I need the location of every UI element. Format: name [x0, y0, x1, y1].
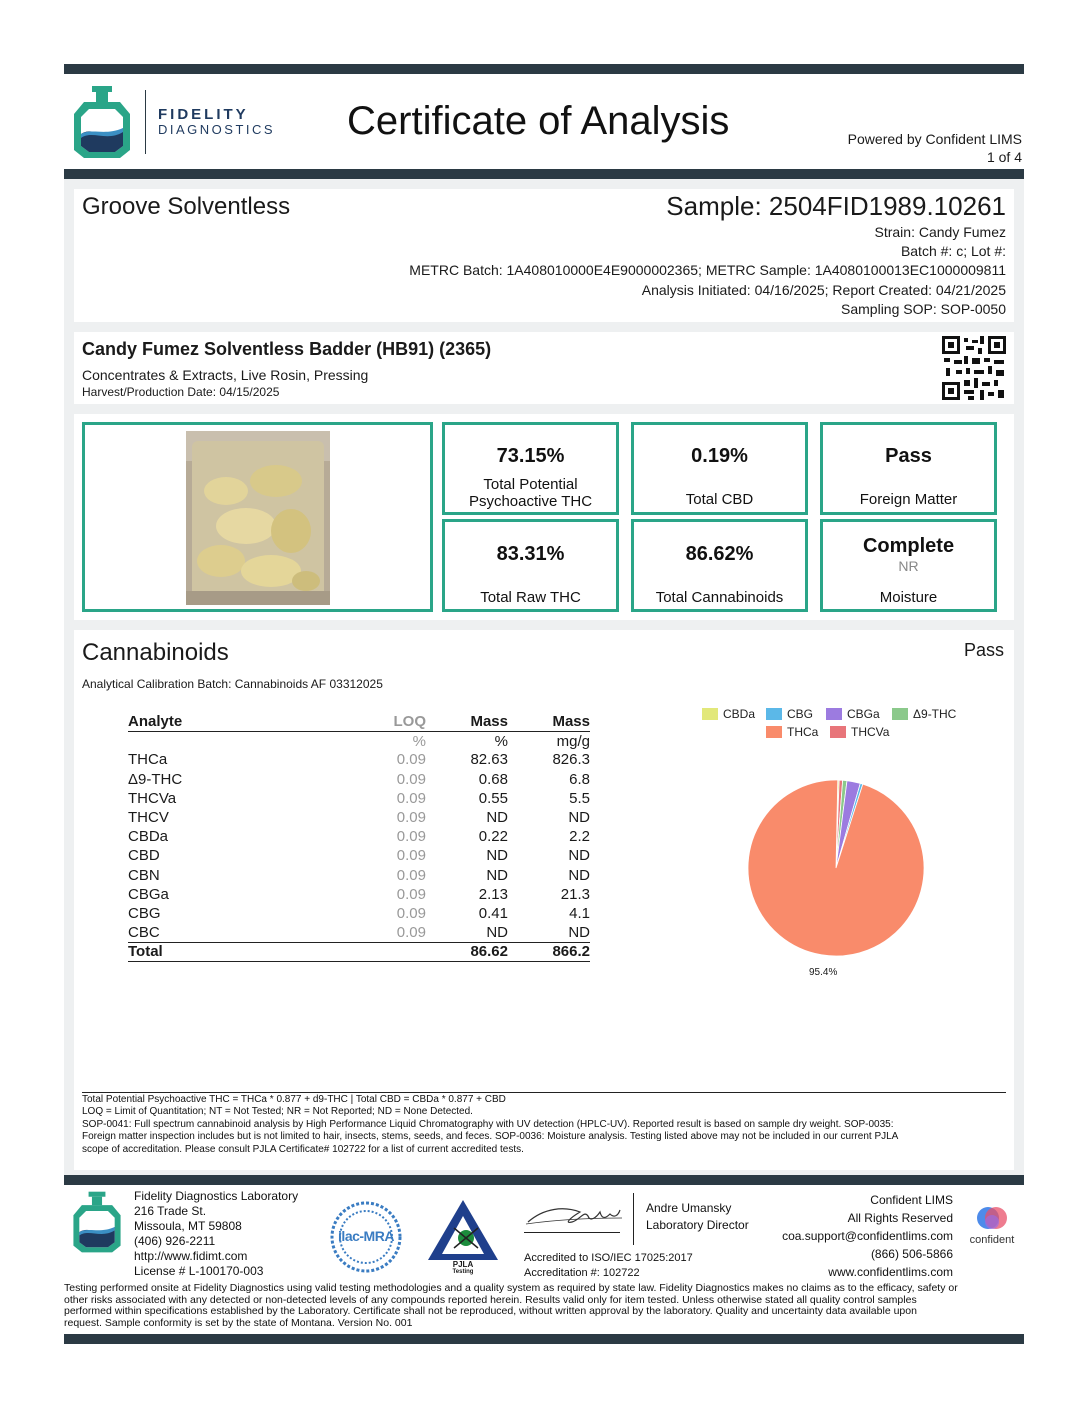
brand-name: FIDELITY: [158, 106, 249, 123]
total-cbd-value: 0.19%: [691, 445, 748, 467]
analyte-cell: CBD: [128, 847, 160, 865]
mass-mg-cell: 21.3: [560, 885, 590, 903]
confident-rights: All Rights Reserved: [847, 1211, 953, 1225]
total-cbd-tile: [631, 422, 808, 515]
mass-mg-cell: 6.8: [569, 770, 590, 788]
table-row: [128, 923, 590, 942]
foreign-matter-label: Foreign Matter: [859, 491, 958, 508]
analyte-cell: THCa: [128, 751, 168, 769]
analyte-cell: [128, 731, 308, 750]
header-mass-pct: Mass: [426, 712, 508, 731]
confident-logo-icon: [962, 1202, 1022, 1236]
pjla-text: PJLA: [452, 1260, 474, 1269]
pie-largest-label: 95.4%: [809, 967, 838, 978]
signature-line: [524, 1232, 620, 1233]
confident-logo-text: confident: [969, 1234, 1015, 1246]
legend-label: CBDa: [723, 707, 756, 721]
director-name: Andre Umansky: [646, 1201, 732, 1215]
lab-license: License # L-100170-003: [134, 1264, 264, 1278]
analyte-cell: CBC: [128, 923, 160, 941]
legend-label: Δ9-THC: [913, 707, 957, 721]
header-bottom-bar: [64, 169, 1024, 179]
confident-contact: [782, 1191, 953, 1281]
legend-swatch: [702, 708, 718, 720]
brand-subname: DIAGNOSTICS: [158, 122, 276, 137]
logo-divider: [145, 90, 146, 154]
header-mass-mg: Mass: [508, 712, 590, 731]
total-raw-thc-value: 83.31%: [496, 543, 565, 565]
legend-label: CBG: [787, 707, 814, 721]
legend-item: [702, 707, 755, 721]
sample-photo-tile: [82, 422, 433, 612]
director-signature: [524, 1198, 624, 1232]
cannabinoids-table: [128, 712, 590, 962]
lab-street: 216 Trade St.: [134, 1204, 207, 1218]
ilac-mra-text: ilac-MRA: [338, 1228, 394, 1244]
table-row: [128, 789, 590, 808]
mass-pct-cell: ND: [486, 847, 508, 865]
pjla-triangle-icon: [426, 1198, 500, 1262]
confident-name: Confident LIMS: [870, 1193, 953, 1207]
legend-swatch: [766, 708, 782, 720]
cannabinoid-pie-chart: [740, 772, 932, 964]
analyte-cell: Δ9-THC: [128, 770, 183, 788]
confident-phone: (866) 506-5866: [870, 1247, 953, 1261]
total-thc-label-line1: Total Potential: [483, 476, 578, 493]
total-thc-label-line2: Psychoactive THC: [468, 493, 593, 510]
mass-pct-cell: 0.22: [478, 828, 508, 846]
total-cannabinoids-tile: [631, 519, 808, 612]
total-cannabinoids-label: Total Cannabinoids: [655, 589, 784, 606]
total-row: [128, 942, 590, 961]
header-loq: LOQ: [308, 712, 426, 731]
mass-mg-cell: 2.2: [569, 828, 590, 846]
table-row: [128, 750, 590, 769]
loq-cell: 0.09: [396, 885, 426, 903]
moisture-label: Moisture: [879, 589, 938, 606]
mass-pct-cell: 82.63: [470, 751, 508, 769]
confident-website-link[interactable]: www.confidentlims.com: [828, 1265, 953, 1279]
mass-mg-cell: ND: [568, 866, 590, 884]
product-name: Candy Fumez Solventless Badder (HB91) (2365): [82, 339, 492, 359]
loq-cell: %: [412, 732, 426, 750]
lab-city: Missoula, MT 59808: [134, 1219, 242, 1233]
strain: Strain: Candy Fumez: [874, 224, 1006, 240]
legend-swatch: [892, 708, 908, 720]
product-category: Concentrates & Extracts, Live Rosin, Pressing: [82, 367, 369, 383]
page-number: 1 of 4: [986, 149, 1022, 165]
accreditation-number: Accreditation #: 102722: [524, 1267, 640, 1279]
total-cannabinoids-value: 86.62%: [685, 543, 754, 565]
ilac-mra-logo: [329, 1200, 403, 1274]
flask-icon: [72, 84, 132, 160]
confident-email-link[interactable]: coa.support@confidentlims.com: [782, 1229, 953, 1243]
lab-phone: (406) 926-2211: [134, 1234, 216, 1248]
legal-disclaimer: [64, 1283, 1024, 1329]
foreign-matter-tile: [820, 422, 997, 515]
client-name: Groove Solventless: [82, 193, 291, 220]
analysis-dates: Analysis Initiated: 04/16/2025; Report Created: 04/21/2025: [641, 282, 1006, 298]
sample-info-panel: [74, 189, 1014, 322]
mass-mg-cell: ND: [568, 847, 590, 865]
total-raw-thc-label: Total Raw THC: [480, 589, 581, 606]
cannabinoids-title: Cannabinoids: [82, 639, 229, 666]
signature-divider: [633, 1193, 634, 1245]
fidelity-logo: [72, 84, 132, 160]
pjla-logo: [426, 1198, 500, 1278]
mass-pct-cell: ND: [486, 866, 508, 884]
mass-mg-cell: 4.1: [569, 904, 590, 922]
product-panel: [74, 332, 1014, 404]
legend-item: [830, 725, 889, 739]
sample-id: Sample: 2504FID1989.10261: [666, 191, 1006, 221]
total-raw-thc-tile: [442, 519, 619, 612]
director-title: Laboratory Director: [646, 1218, 749, 1232]
legend-item: [766, 707, 813, 721]
table-row: [128, 904, 590, 923]
analyte-cell: CBGa: [128, 885, 169, 903]
legend-item: [826, 707, 880, 721]
analyte-cell: CBN: [128, 866, 160, 884]
legend-item: [766, 725, 818, 739]
iso-accreditation: Accredited to ISO/IEC 17025:2017: [524, 1252, 693, 1264]
method-notes: [82, 1092, 1006, 1156]
mass-mg-cell: ND: [568, 923, 590, 941]
loq-cell: 0.09: [396, 866, 426, 884]
mass-pct-cell: 0.41: [478, 904, 508, 922]
disclaimer-line: performed within specifications established by the Laboratory. Certificate shall not be reproduced, without written approval by the laboratory. Quality and uncertainty data available upon: [64, 1305, 917, 1318]
analyte-cell: THCV: [128, 809, 169, 827]
units-row: [128, 731, 590, 750]
table-row: [128, 866, 590, 885]
cannabinoids-status: Pass: [963, 640, 1004, 660]
loq-cell: 0.09: [396, 789, 426, 807]
analyte-cell: Total: [128, 942, 308, 961]
table-body: [128, 731, 590, 961]
moisture-value: Complete: [862, 535, 955, 557]
loq-cell: 0.09: [396, 904, 426, 922]
flask-icon: [70, 1190, 124, 1254]
lab-name: Fidelity Diagnostics Laboratory: [134, 1189, 299, 1203]
analyte-cell: CBG: [128, 904, 161, 922]
loq-cell: 0.09: [396, 828, 426, 846]
footer-logo: [70, 1190, 124, 1254]
note-line: scope of accreditation. Please consult PJLA Certificate# 102722 for a list of current accredited tests.: [82, 1143, 524, 1155]
mass-pct-cell: ND: [486, 923, 508, 941]
total-cbd-label: Total CBD: [685, 491, 754, 508]
lab-address: [134, 1189, 298, 1279]
footer-top-bar: [64, 1175, 1024, 1185]
table-row: [128, 846, 590, 865]
legend-swatch: [826, 708, 842, 720]
analyte-cell: CBDa: [128, 828, 169, 846]
header-analyte: Analyte: [128, 712, 308, 731]
mass-mg-cell: 826.3: [552, 751, 590, 769]
loq-cell: [308, 942, 426, 961]
mass-mg-cell: 866.2: [508, 942, 590, 961]
mass-mg-cell: ND: [568, 809, 590, 827]
legend-item: [892, 707, 956, 721]
foreign-matter-value: Pass: [885, 445, 932, 467]
lab-website-link[interactable]: http://www.fidimt.com: [134, 1249, 248, 1263]
note-line: Total Potential Psychoactive THC = THCa * 0.877 + d9-THC | Total CBD = CBDa * 0.877 + CBD: [82, 1094, 506, 1105]
total-thc-value: 73.15%: [496, 445, 565, 467]
harvest-date: Harvest/Production Date: 04/15/2025: [82, 385, 280, 399]
mass-pct-cell: %: [494, 732, 508, 750]
table-row: [128, 827, 590, 846]
qr-code-icon[interactable]: [942, 336, 1006, 400]
disclaimer-line: other risks associated with any detected or non-detected levels of any compounds reported herein. Results valid only for item tested. Unless otherwise stated all quality control samples: [64, 1293, 917, 1306]
table-row: [128, 885, 590, 904]
mass-pct-cell: ND: [486, 809, 508, 827]
powered-by: Powered by Confident LIMS: [847, 131, 1022, 147]
disclaimer-line: request. Sample conformity is set by the state of Montana. Version No. 001: [64, 1316, 413, 1329]
mass-pct-cell: 86.62: [426, 942, 508, 961]
loq-cell: 0.09: [396, 809, 426, 827]
loq-cell: 0.09: [396, 923, 426, 941]
sampling-sop: Sampling SOP: SOP-0050: [841, 301, 1006, 317]
legend-swatch: [766, 726, 782, 738]
pjla-sub: Testing: [452, 1269, 474, 1275]
loq-cell: 0.09: [396, 770, 426, 788]
confident-logo: [962, 1202, 1022, 1252]
disclaimer-line: Testing performed onsite at Fidelity Diagnostics using valid testing methodologies and a quality system as required by state law. Fidelity Diagnostics makes no claims as to the efficacy, safety or: [64, 1282, 958, 1294]
note-line: LOQ = Limit of Quantitation; NT = Not Tested; NR = Not Reported; ND = None Detected.: [82, 1106, 473, 1118]
loq-cell: 0.09: [396, 847, 426, 865]
batch-lot: Batch #: c; Lot #:: [900, 243, 1006, 259]
mass-mg-cell: 5.5: [569, 789, 590, 807]
note-line: SOP-0041: Full spectrum cannabinoid analysis by High Performance Liquid Chromatography with UV detection (HPLC-UV). Reported result is based on sample dry weight. SOP-0035:: [82, 1118, 894, 1130]
table-row: [128, 770, 590, 789]
analyte-cell: THCVa: [128, 789, 177, 807]
page-title: Certificate of Analysis: [347, 99, 730, 143]
calibration-batch: Analytical Calibration Batch: Cannabinoids AF 03312025: [82, 677, 383, 691]
mass-pct-cell: 2.13: [478, 885, 508, 903]
total-thc-tile: [442, 422, 619, 515]
note-line: Foreign matter inspection includes but is not limited to hair, insects, stems, seeds, and feces. SOP-0036: Moisture analysis. Testing listed above may not be included in our current PJLA: [82, 1131, 899, 1143]
table-header-row: [128, 712, 590, 731]
mass-pct-cell: 0.55: [478, 789, 508, 807]
moisture-tile: [820, 519, 997, 612]
legend-label: THCa: [787, 725, 819, 739]
legend-label: THCVa: [851, 725, 890, 739]
metrc-ids: METRC Batch: 1A408010000E4E9000002365; METRC Sample: 1A4080100013EC1000009811: [409, 262, 1006, 278]
bottom-bar: [64, 1334, 1024, 1344]
mass-mg-cell: mg/g: [556, 732, 590, 750]
loq-cell: 0.09: [396, 751, 426, 769]
top-bar: [64, 64, 1024, 74]
legend-label: CBGa: [847, 707, 880, 721]
sample-photo: [186, 431, 330, 605]
pie-slice: [748, 780, 924, 956]
legend-swatch: [830, 726, 846, 738]
mass-pct-cell: 0.68: [478, 770, 508, 788]
moisture-sub: NR: [898, 558, 919, 574]
table-row: [128, 808, 590, 827]
